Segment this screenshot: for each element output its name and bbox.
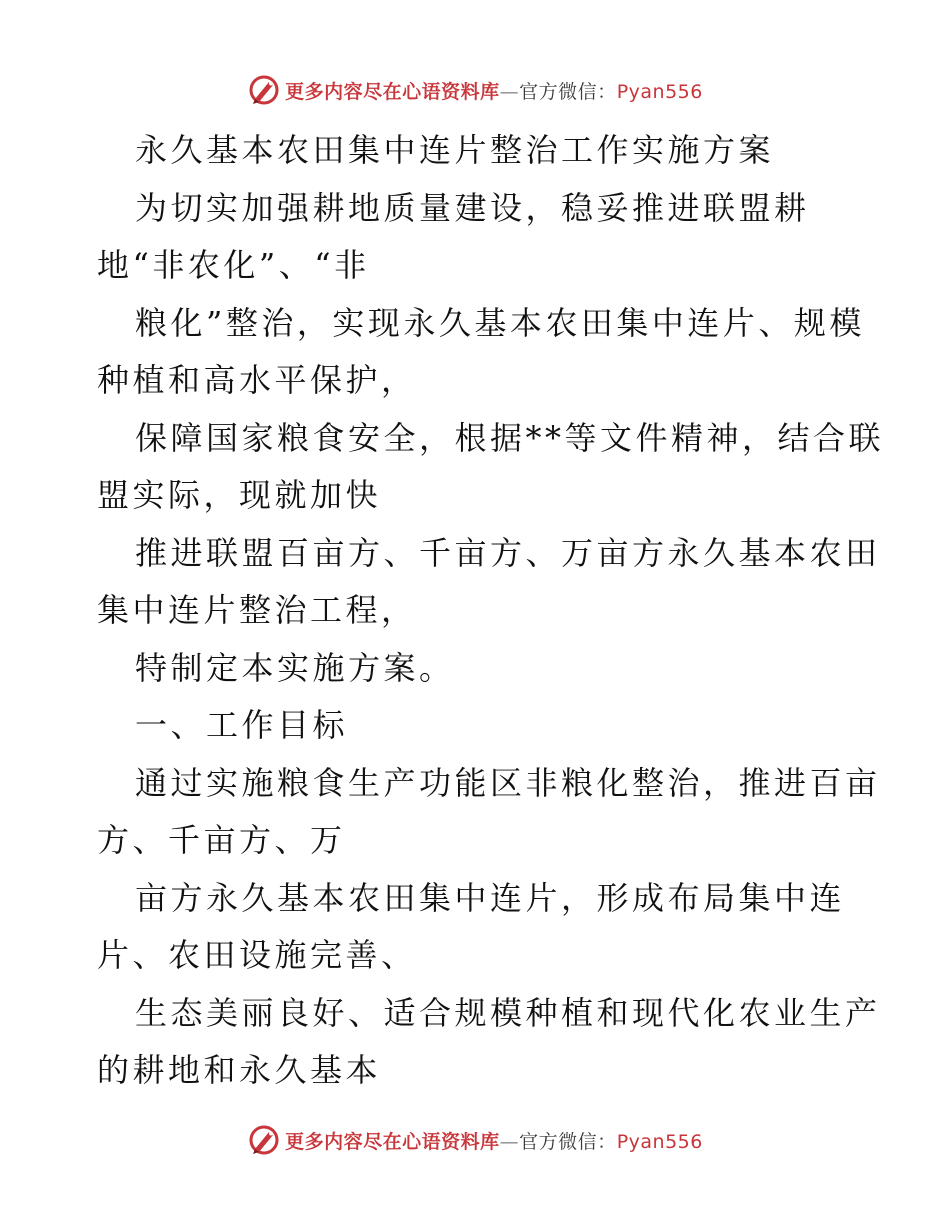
banner-account-id: Pyan556 [616,1130,703,1153]
paragraph-line: 亩方永久基本农田集中连片，形成布局集中连 [135,878,846,917]
paragraph-line: 地“非农化”、“非 [97,246,370,284]
paragraph-line: 集中连片整治工程， [97,591,417,629]
banner-account-id: Pyan556 [616,80,703,103]
paragraph-line: 保障国家粮食安全，根据**等文件精神，结合联 [135,418,885,457]
paragraph-line: 方、千亩方、万 [97,821,346,859]
paragraph-line: 特制定本实施方案。 [135,648,455,687]
paragraph-line: 盟实际，现就加快 [97,476,382,514]
banner-brand-text: 更多内容尽在心语资料库 [285,80,500,103]
pen-logo-icon [247,73,281,107]
banner-dash: — [499,1130,520,1153]
paragraph-line: 推进联盟百亩方、千亩方、万亩方永久基本农田 [135,533,881,572]
paragraph-line: 生态美丽良好、适合规模种植和现代化农业生产 [135,993,881,1032]
paragraph-line: 种植和高水平保护， [97,361,417,399]
document-body [97,122,885,1100]
document-title: 永久基本农田集中连片整治工作实施方案 [135,131,775,169]
paragraph-line: 的耕地和永久基本 [97,1051,382,1089]
banner-dash: — [499,80,520,103]
banner-official-label: 官方微信： [519,80,617,103]
header-banner[interactable] [0,70,950,110]
pen-logo-icon [247,1123,281,1157]
paragraph-line: 通过实施粮食生产功能区非粮化整治，推进百亩 [135,763,881,802]
paragraph-line: 粮化”整治，实现永久基本农田集中连片、规模 [135,303,865,342]
section-heading: 一、工作目标 [135,706,349,744]
paragraph-line: 为切实加强耕地质量建设，稳妥推进联盟耕 [135,188,810,227]
banner-brand-text: 更多内容尽在心语资料库 [285,1130,500,1153]
banner-official-label: 官方微信： [519,1130,617,1153]
footer-banner[interactable] [0,1120,950,1160]
paragraph-line: 片、农田设施完善、 [97,936,417,974]
